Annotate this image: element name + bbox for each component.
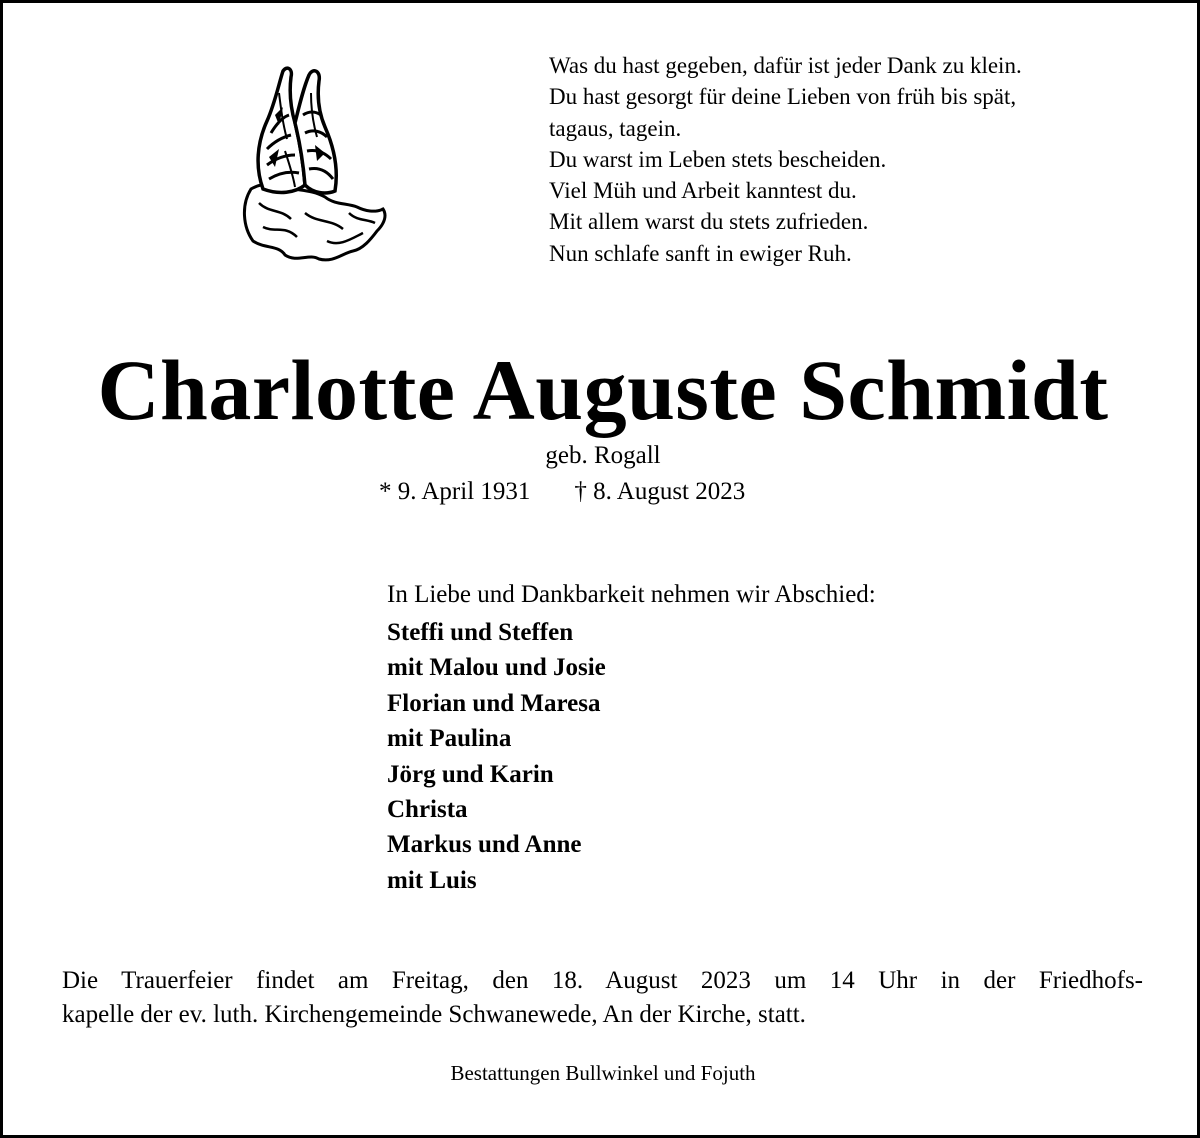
life-dates (379, 476, 745, 508)
poem-line: Nun schlafe sanft in ewiger Ruh. (549, 240, 852, 266)
poem-line: Viel Müh und Arbeit kanntest du. (549, 178, 857, 204)
poem-line: Du warst im Leben stets bescheiden. (549, 146, 887, 172)
death-date: † 8. August 2023 (574, 478, 746, 505)
mourner-entry: mit Paulina (387, 725, 512, 753)
poem-line: Was du hast gegeben, dafür ist jeder Dank zu klein. (549, 53, 1022, 78)
mourner-entry: Jörg und Karin (387, 760, 554, 788)
mourner-entry: Steffi und Steffen (387, 619, 574, 646)
funeral-ceremony-info (62, 964, 1143, 1032)
ceremony-line: Die Trauerfeier findet am Freitag, den 18. August 2023 um 14 Uhr in der Friedhofs- (62, 967, 1143, 994)
mourner-entry: Florian und Maresa (387, 689, 601, 717)
ceremony-line: kapelle der ev. luth. Kirchengemeinde Schwanewede, An der Kirche, statt. (62, 1001, 806, 1028)
mourners-list (387, 615, 606, 898)
birth-date: * 9. April 1931 (379, 478, 531, 505)
funeral-home: Bestattungen Bullwinkel und Fojuth (450, 1061, 756, 1085)
mourner-entry: mit Malou und Josie (387, 654, 606, 682)
poem-line: tagaus, tagein. (549, 115, 682, 141)
mourner-entry: mit Luis (387, 866, 477, 894)
praying-hands-icon (239, 63, 389, 263)
mourner-entry: Christa (387, 796, 468, 824)
poem-line: Du hast gesorgt für deine Lieben von früh bis spät, (549, 84, 1017, 110)
mourner-entry: Markus und Anne (387, 831, 582, 859)
maiden-name: geb. Rogall (545, 442, 661, 469)
poem-line: Mit allem warst du stets zufrieden. (549, 209, 869, 235)
poem (549, 50, 1022, 269)
deceased-name: Charlotte Auguste Schmidt (97, 342, 1109, 438)
mourners-intro: In Liebe und Dankbarkeit nehmen wir Abschied: (387, 581, 876, 608)
